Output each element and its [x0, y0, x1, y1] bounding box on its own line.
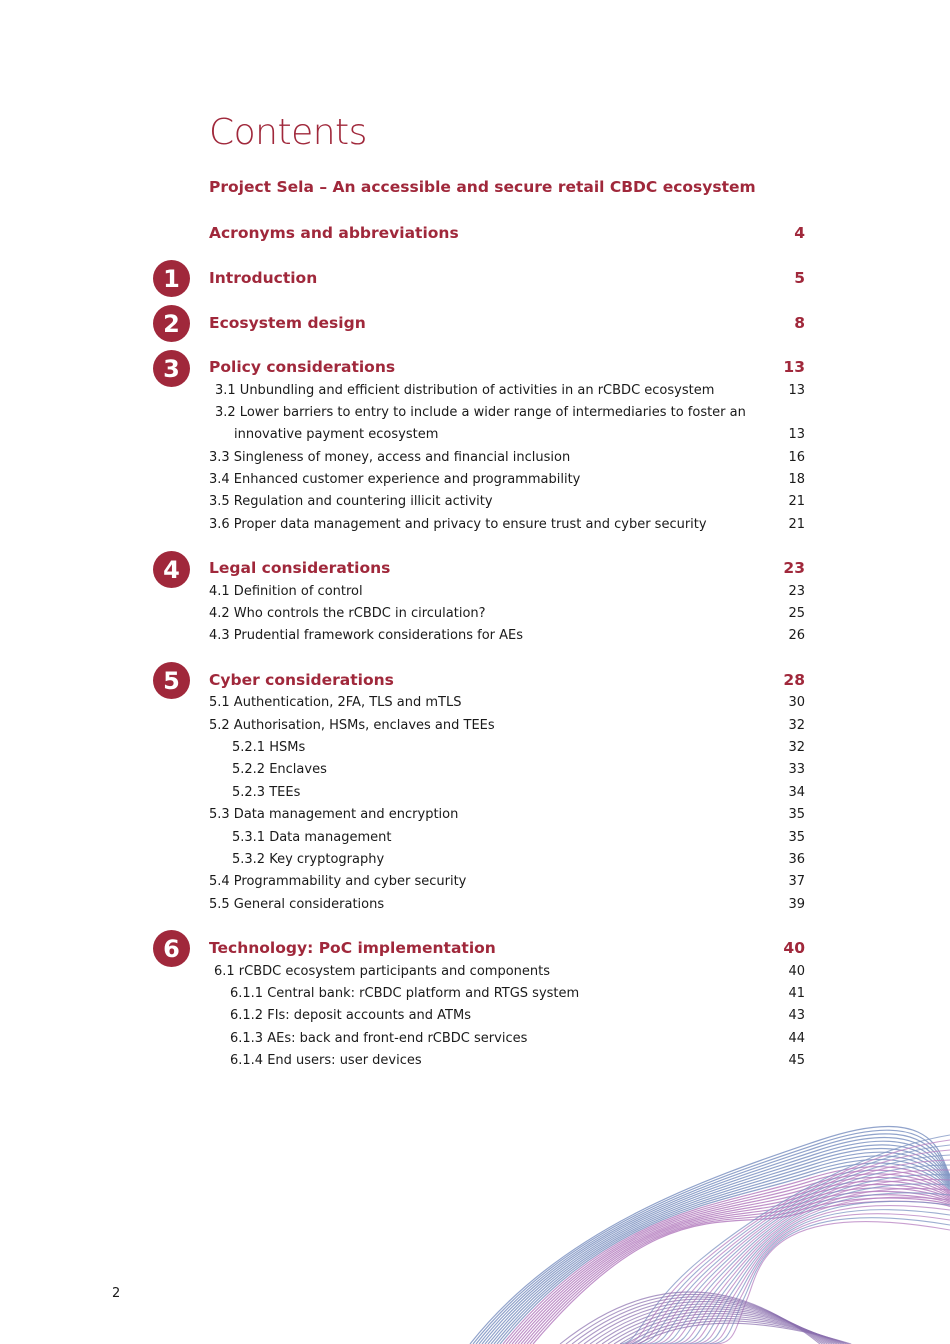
toc-subentry-page: 33: [788, 761, 805, 777]
wave-line: [584, 1302, 830, 1344]
wave-line: [625, 1140, 950, 1344]
toc-entry-label: Ecosystem design: [209, 314, 366, 332]
toc-subentry-page: 45: [788, 1052, 805, 1068]
toc-subentry-label: 5.3 Data management and encryption: [209, 806, 459, 822]
section-number-badge-2: 2: [153, 305, 190, 342]
toc-entry-cyber-considerations[interactable]: [209, 668, 805, 692]
toc-entry-ecosystem-design[interactable]: [209, 311, 805, 335]
toc-subentry-page: 44: [788, 1030, 805, 1046]
toc-subentry[interactable]: [232, 827, 805, 847]
toc-entry-legal-considerations[interactable]: [209, 556, 805, 580]
wave-line: [476, 1134, 950, 1344]
toc-subentry-label: 4.3 Prudential framework considerations for AEs: [209, 627, 524, 643]
toc-subentry-page: 40: [788, 963, 805, 979]
toc-entry-policy-considerations[interactable]: [209, 355, 805, 379]
toc-subentry-page: 41: [788, 985, 805, 1001]
toc-subentry[interactable]: [209, 491, 805, 511]
toc-subentry-label: 6.1.4 End users: user devices: [230, 1052, 422, 1068]
toc-subentry[interactable]: [234, 424, 805, 444]
toc-subentry[interactable]: [232, 849, 805, 869]
toc-subentry-page: 32: [788, 717, 805, 733]
toc-subentry[interactable]: [230, 1005, 805, 1025]
toc-subentry-label: 3.6 Proper data management and privacy to ensure trust and cyber security: [209, 516, 707, 532]
toc-subentry[interactable]: [215, 380, 805, 400]
toc-subentry-page: 21: [788, 516, 805, 532]
toc-entry-page: 28: [783, 671, 805, 689]
section-number-badge-4: 4: [153, 551, 190, 588]
section-number-badge-6: 6: [153, 930, 190, 967]
toc-subentry-page: 39: [788, 896, 805, 912]
toc-entry-label: Policy considerations: [209, 358, 396, 376]
wave-line: [670, 1184, 950, 1344]
page-title: Contents: [209, 112, 367, 153]
toc-subentry-page: 35: [788, 806, 805, 822]
toc-subentry-page: 35: [788, 829, 805, 845]
toc-subentry[interactable]: [209, 469, 805, 489]
toc-subentry[interactable]: [209, 804, 805, 824]
toc-subentry-page: 43: [788, 1007, 805, 1023]
toc-subentry-label: 5.3.1 Data management: [232, 829, 392, 845]
toc-subentry-label: 4.2 Who controls the rCBDC in circulation?: [209, 605, 486, 621]
toc-subentry-label: innovative payment ecosystem: [234, 426, 439, 442]
toc-subentry[interactable]: [209, 692, 805, 712]
toc-subentry-page: 37: [788, 873, 805, 889]
toc-entry-page: 40: [783, 939, 805, 957]
toc-entry-label: Acronyms and abbreviations: [209, 224, 459, 242]
toc-subentry-label: 5.2.2 Enclaves: [232, 761, 327, 777]
toc-subentry[interactable]: [209, 514, 805, 534]
toc-subentry-page: 32: [788, 739, 805, 755]
toc-subentry-page: 34: [788, 784, 805, 800]
toc-entry-technology-poc[interactable]: [209, 936, 805, 960]
toc-entry-page: 4: [794, 224, 805, 242]
toc-subentry[interactable]: [230, 1028, 805, 1048]
toc-subentry[interactable]: [214, 961, 805, 981]
toc-subentry[interactable]: [209, 715, 805, 735]
toc-entry-acronyms[interactable]: [209, 221, 805, 245]
toc-subentry-label: 5.2 Authorisation, HSMs, enclaves and TEEs: [209, 717, 495, 733]
toc-subentry[interactable]: [232, 782, 805, 802]
section-number-badge-1: 1: [153, 260, 190, 297]
toc-subentry-label: 5.2.3 TEEs: [232, 784, 301, 800]
toc-subentry[interactable]: [209, 603, 805, 623]
toc-subentry-page: 30: [788, 694, 805, 710]
section-number-badge-5: 5: [153, 662, 190, 699]
toc-subentry-page: 18: [788, 471, 805, 487]
toc-subentry-page: 13: [788, 426, 805, 442]
toc-subentry[interactable]: [230, 1050, 805, 1070]
toc-subentry-label: 3.1 Unbundling and efficient distribution of activities in an rCBDC ecosystem: [215, 382, 715, 398]
toc-subentry[interactable]: [230, 983, 805, 1003]
toc-subentry-label: 5.2.1 HSMs: [232, 739, 306, 755]
toc-entry-label: Introduction: [209, 269, 318, 287]
section-number-badge-3: 3: [153, 350, 190, 387]
toc-subentry-page: 23: [788, 583, 805, 599]
toc-subentry-page: 13: [788, 382, 805, 398]
toc-subentry-page: 16: [788, 449, 805, 465]
toc-subentry-label: 5.5 General considerations: [209, 896, 385, 912]
page-number: 2: [112, 1286, 121, 1301]
toc-subentry-label: 3.5 Regulation and countering illicit activity: [209, 493, 493, 509]
toc-subentry[interactable]: [215, 402, 805, 422]
toc-entry-page: 5: [794, 269, 805, 287]
toc-entry-introduction[interactable]: [209, 266, 805, 290]
toc-subentry[interactable]: [209, 871, 805, 891]
toc-subentry[interactable]: [209, 894, 805, 914]
toc-subentry[interactable]: [232, 759, 805, 779]
report-title-link[interactable]: Project Sela – An accessible and secure retail CBDC ecosystem: [209, 178, 756, 196]
toc-subentry-page: 21: [788, 493, 805, 509]
toc-entry-page: 13: [783, 358, 805, 376]
toc-subentry-label: 5.4 Programmability and cyber security: [209, 873, 467, 889]
toc-entry-page: 8: [794, 314, 805, 332]
toc-entry-label: Technology: PoC implementation: [209, 939, 496, 957]
toc-subentry-page: 26: [788, 627, 805, 643]
toc-subentry[interactable]: [209, 581, 805, 601]
toc-subentry[interactable]: [209, 447, 805, 467]
toc-subentry-label: 6.1.3 AEs: back and front-end rCBDC services: [230, 1030, 528, 1046]
toc-subentry-label: 3.2 Lower barriers to entry to include a wider range of intermediaries to foster an: [215, 404, 746, 420]
toc-subentry-page: 25: [788, 605, 805, 621]
toc-entry-label: Cyber considerations: [209, 671, 394, 689]
toc-subentry-label: 3.3 Singleness of money, access and financial inclusion: [209, 449, 571, 465]
toc-subentry[interactable]: [209, 625, 805, 645]
toc-subentry[interactable]: [232, 737, 805, 757]
toc-subentry-label: 6.1 rCBDC ecosystem participants and components: [214, 963, 550, 979]
toc-subentry-label: 5.3.2 Key cryptography: [232, 851, 385, 867]
toc-subentry-page: 36: [788, 851, 805, 867]
toc-subentry-label: 3.4 Enhanced customer experience and programmability: [209, 471, 581, 487]
toc-subentry-label: 6.1.1 Central bank: rCBDC platform and RTGS system: [230, 985, 580, 1001]
toc-entry-label: Legal considerations: [209, 559, 391, 577]
toc-entry-page: 23: [783, 559, 805, 577]
toc-subentry-label: 4.1 Definition of control: [209, 583, 363, 599]
toc-subentry-label: 6.1.2 FIs: deposit accounts and ATMs: [230, 1007, 471, 1023]
toc-subentry-label: 5.1 Authentication, 2FA, TLS and mTLS: [209, 694, 462, 710]
